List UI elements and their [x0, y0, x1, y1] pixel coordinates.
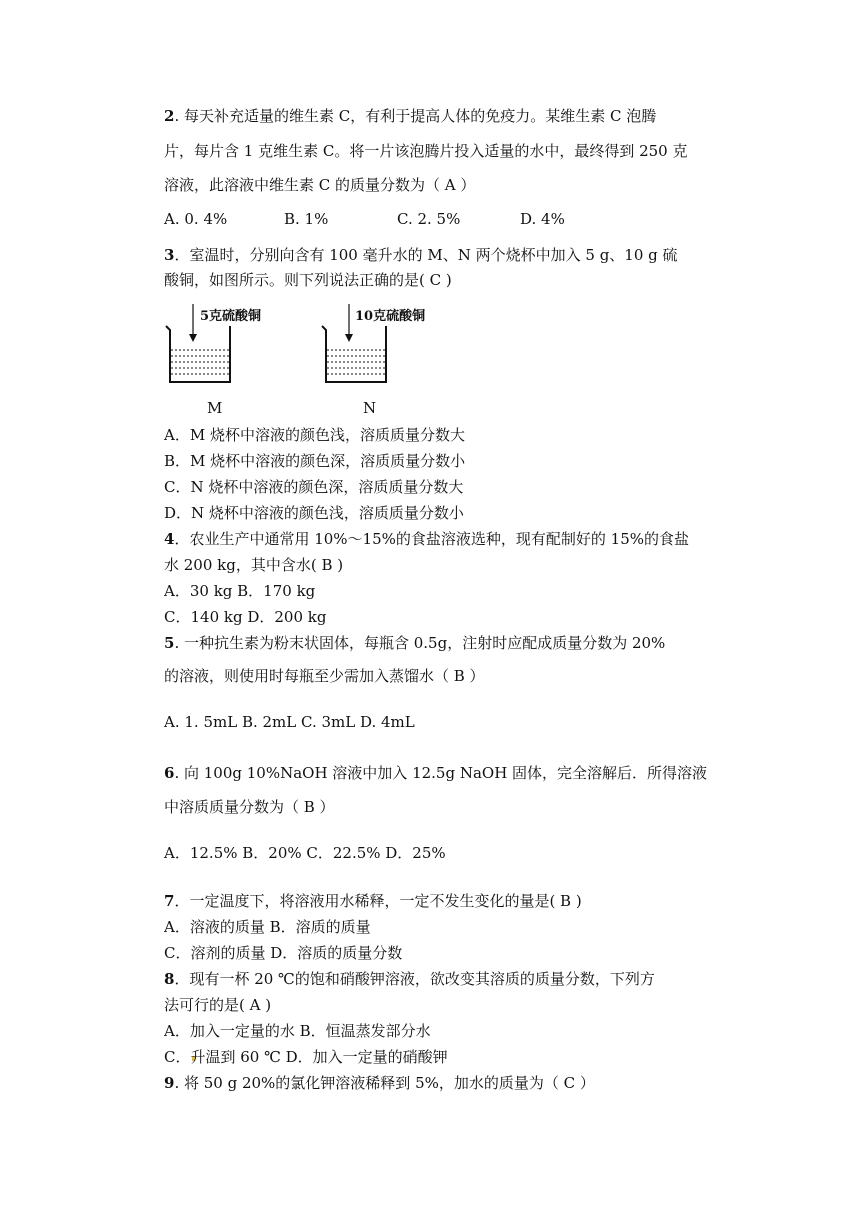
- q8-line-1: [164, 969, 655, 989]
- q2-number: 2: [164, 107, 175, 125]
- q2-line-3: 溶液，此溶液中维生素 C 的质量分数为（ A ）: [164, 176, 476, 194]
- q9-number: 9: [164, 1074, 175, 1092]
- q5-line-2: 的溶液，则使用时每瓶至少需加入蒸馏水（ B ）: [164, 667, 485, 685]
- q6-text-1: . 向 100g 10%NaOH 溶液中加入 12.5g NaOH 固体，完全溶解后．所得溶液: [174, 764, 708, 782]
- q5-text-1: . 一种抗生素为粉末状固体，每瓶含 0.5g，注射时应配成质量分数为 20%: [174, 634, 666, 652]
- q6-number: 6: [164, 764, 175, 782]
- q8-options-1: A．加入一定量的水 B．恒温蒸发部分水: [164, 1022, 431, 1040]
- q8-options-2: C．升温到 60 ℃ D．加入一定量的硝酸钾: [164, 1048, 448, 1066]
- q2-option-b: B. 1%: [284, 210, 329, 228]
- q7-number: 7: [164, 892, 175, 910]
- q3-number: 3: [164, 246, 175, 264]
- q7-text-1: ．一定温度下，将溶液用水稀释，一定不发生变化的量是( B ): [174, 892, 582, 910]
- q6-line-1: [164, 763, 707, 783]
- q7-options-1: A．溶液的质量 B．溶质的质量: [164, 918, 371, 936]
- q3-option-d: D．N 烧杯中溶液的颜色浅，溶质质量分数小: [164, 504, 464, 522]
- q5-line-1: [164, 633, 665, 653]
- q4-number: 4: [164, 530, 175, 548]
- beaker-n-caption: N: [363, 399, 377, 417]
- q7-line-1: [164, 891, 582, 911]
- q6-line-2: 中溶质质量分数为（ B ）: [164, 798, 335, 816]
- q7-options-2: C．溶剂的质量 D．溶质的质量分数: [164, 944, 403, 962]
- q6-options: A．12.5% B．20% C．22.5% D．25%: [164, 844, 446, 862]
- q4-text-1: ．农业生产中通常用 10%～15%的食盐溶液选种，现有配制好的 15%的食盐: [174, 530, 689, 548]
- q4-options-1: A．30 kg B．170 kg: [164, 582, 316, 600]
- q9-line-1: [164, 1073, 595, 1093]
- q5-number: 5: [164, 634, 175, 652]
- q3-option-c: C．N 烧杯中溶液的颜色深，溶质质量分数大: [164, 478, 464, 496]
- q2-option-c: C. 2. 5%: [397, 210, 461, 228]
- q8-number: 8: [164, 970, 175, 988]
- q5-options: A. 1. 5mL B. 2mL C. 3mL D. 4mL: [164, 713, 415, 731]
- q2-option-a: A. 0. 4%: [164, 210, 228, 228]
- q3-line-2: 酸铜，如图所示。则下列说法正确的是( C ): [164, 271, 452, 289]
- q8-line-2: 法可行的是( A ): [164, 996, 272, 1014]
- q3-text-1: ．室温时，分别向含有 100 毫升水的 M、N 两个烧杯中加入 5 g、10 g 硫: [174, 246, 678, 264]
- beaker-m-caption: M: [207, 399, 223, 417]
- beaker-n-arrow-label: 10克硫酸铜: [355, 309, 426, 324]
- q3-option-a: A．M 烧杯中溶液的颜色浅，溶质质量分数大: [164, 426, 465, 444]
- q2-option-d: D. 4%: [520, 210, 565, 228]
- q4-options-2: C．140 kg D．200 kg: [164, 608, 327, 626]
- q4-line-1: [164, 529, 689, 549]
- beaker-m-arrow-label: 5克硫酸铜: [200, 309, 262, 324]
- q9-text-1: . 将 50 g 20%的氯化钾溶液稀释到 5%，加水的质量为（ C ）: [174, 1074, 595, 1092]
- q8-text-1: ．现有一杯 20 ℃的饱和硝酸钾溶液，欲改变其溶质的质量分数，下列方: [174, 970, 655, 988]
- q2-line-1: [164, 106, 656, 126]
- q3-line-1: [164, 245, 678, 265]
- q2-line-2: 片，每片含 1 克维生素 C。将一片该泡腾片投入适量的水中，最终得到 250 克: [164, 142, 688, 160]
- q3-option-b: B．M 烧杯中溶液的颜色深，溶质质量分数小: [164, 452, 466, 470]
- q4-line-2: 水 200 kg，其中含水( B ): [164, 556, 344, 574]
- q2-text-1: . 每天补充适量的维生素 C，有利于提高人体的免疫力。某维生素 C 泡腾: [174, 107, 657, 125]
